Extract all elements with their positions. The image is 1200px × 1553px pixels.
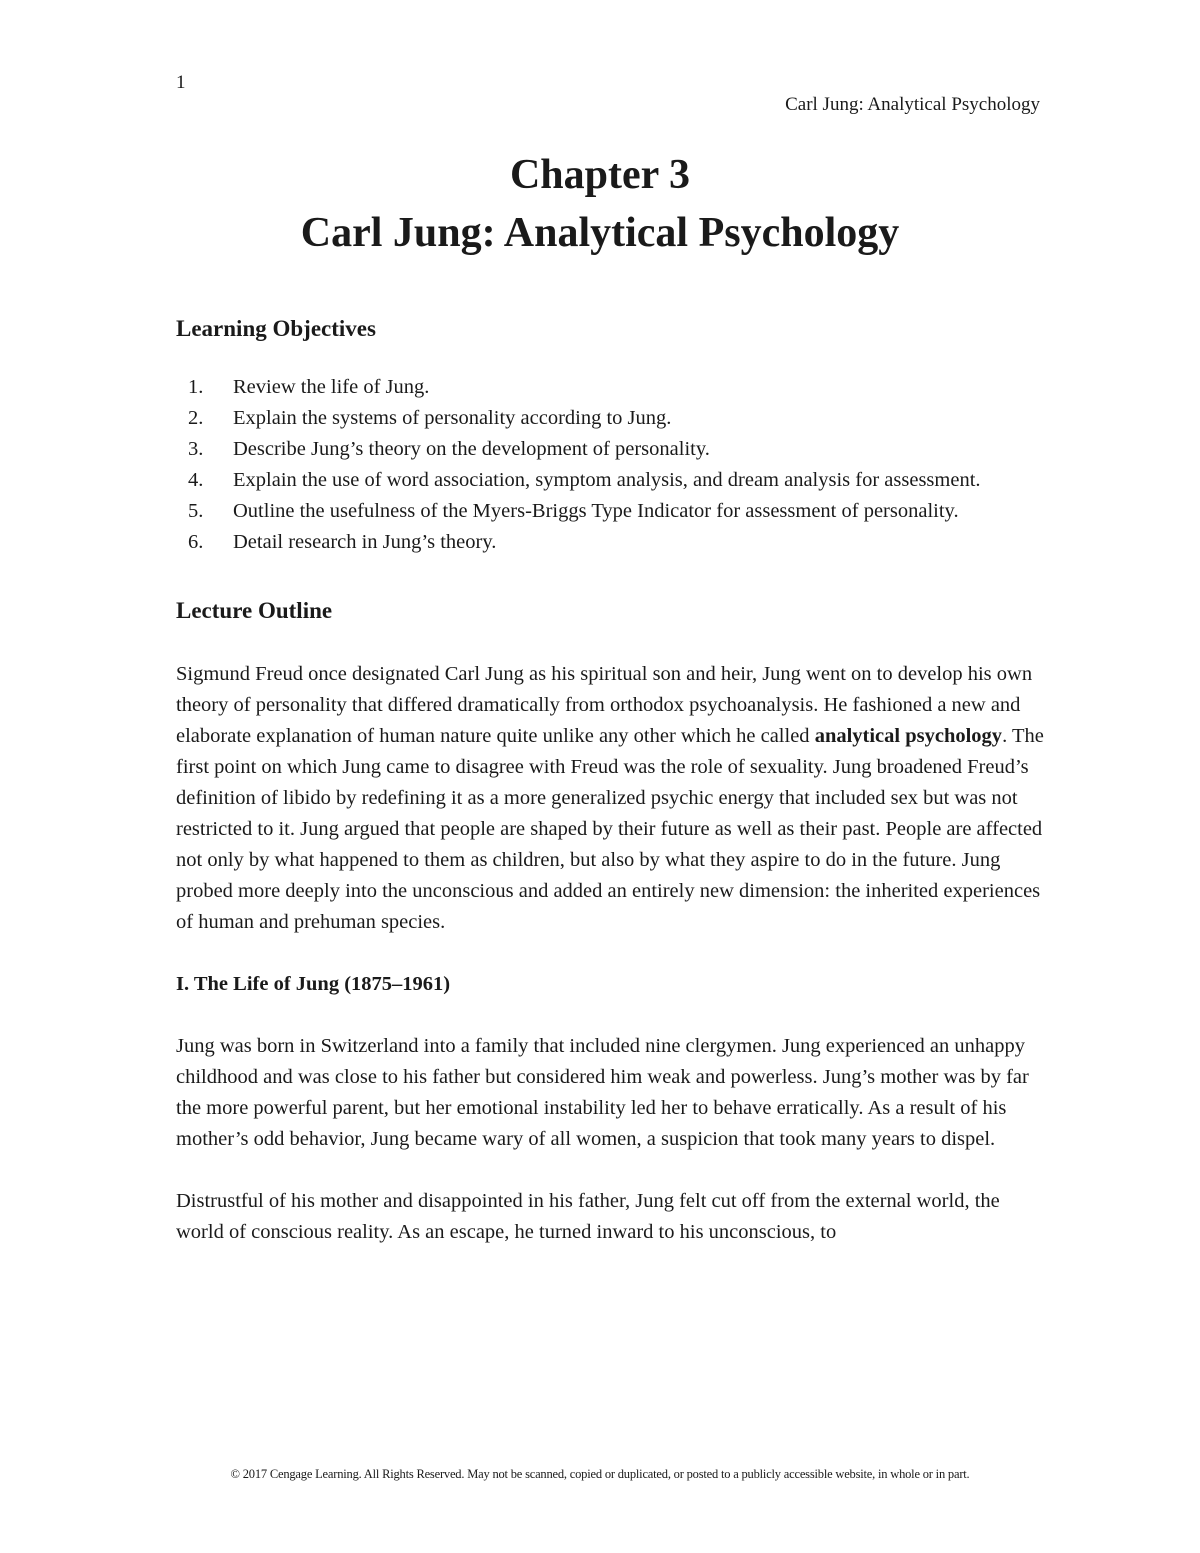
copyright-footer: © 2017 Cengage Learning. All Rights Reserved. May not be scanned, copied or duplicated, or posted to a publicly accessible website, in whole or in part. <box>230 1467 970 1481</box>
list-item <box>176 434 1046 465</box>
list-item-number: 5. <box>188 500 204 522</box>
list-item-number: 1. <box>188 376 204 398</box>
list-item-text: Explain the use of word association, symptom analysis, and dream analysis for assessment. <box>233 469 981 491</box>
list-item-number: 4. <box>188 469 204 491</box>
list-item <box>176 403 1046 434</box>
list-item-text: Explain the systems of personality according to Jung. <box>233 407 672 429</box>
document-body <box>176 312 1046 1248</box>
intro-text-start: Sigmund Freud once designated Carl Jung as his spiritual son and heir, Jung went on to develop his own theory of personality that differed dramatically from orthodox psychoanalysis. He fashioned a new and elaborate explanation of human nature quite unlike any other which he called <box>176 663 1033 747</box>
learning-objectives-list <box>176 372 1046 558</box>
lecture-outline-paragraph <box>176 659 1046 938</box>
chapter-title <box>0 146 1200 262</box>
lecture-outline-heading: Lecture Outline <box>176 598 333 623</box>
list-item-text: Describe Jung’s theory on the development of personality. <box>233 438 710 460</box>
list-item-text: Review the life of Jung. <box>233 376 430 398</box>
list-item <box>176 527 1046 558</box>
list-item <box>176 496 1046 527</box>
chapter-number: Chapter 3 <box>509 152 691 198</box>
section-1-heading: I. The Life of Jung (1875–1961) <box>176 973 451 995</box>
section-1-paragraph-1: Jung was born in Switzerland into a family that included nine clergymen. Jung experienced an unhappy childhood and was close to his father but considered him weak and powerless. Jung’s mother was by far the more powerful parent, but her emotional instability led her to behave erratically. As a result of his mother’s odd behavior, Jung became wary of all women, a suspicion that took many years to dispel. <box>176 1035 1029 1150</box>
list-item-text: Outline the usefulness of the Myers-Briggs Type Indicator for assessment of personality. <box>233 500 959 522</box>
page-number: 1 <box>176 72 186 93</box>
learning-objectives-heading: Learning Objectives <box>176 316 376 341</box>
list-item-text: Detail research in Jung’s theory. <box>233 531 497 553</box>
chapter-name: Carl Jung: Analytical Psychology <box>300 210 900 256</box>
list-item-number: 3. <box>188 438 204 460</box>
list-item <box>176 465 1046 496</box>
running-header: Carl Jung: Analytical Psychology <box>785 94 1040 115</box>
section-1-paragraph-2: Distrustful of his mother and disappointed in his father, Jung felt cut off from the external world, the world of conscious reality. As an escape, he turned inward to his unconscious, to <box>176 1190 1000 1243</box>
intro-text-end: . The first point on which Jung came to disagree with Freud was the role of sexuality. Jung broadened Freud’s definition of libido by redefining it as a more generalized psychic energy that included sex but was not restricted to it. Jung argued that people are shaped by their future as well as their past. People are affected not only by what happened to them as children, but also by what they aspire to do in the future. Jung probed more deeply into the unconscious and added an entirely new dimension: the inherited experiences of human and prehuman species. <box>176 725 1044 933</box>
list-item <box>176 372 1046 403</box>
list-item-number: 6. <box>188 531 204 553</box>
list-item-number: 2. <box>188 407 204 429</box>
key-term: analytical psychology <box>814 725 1003 747</box>
